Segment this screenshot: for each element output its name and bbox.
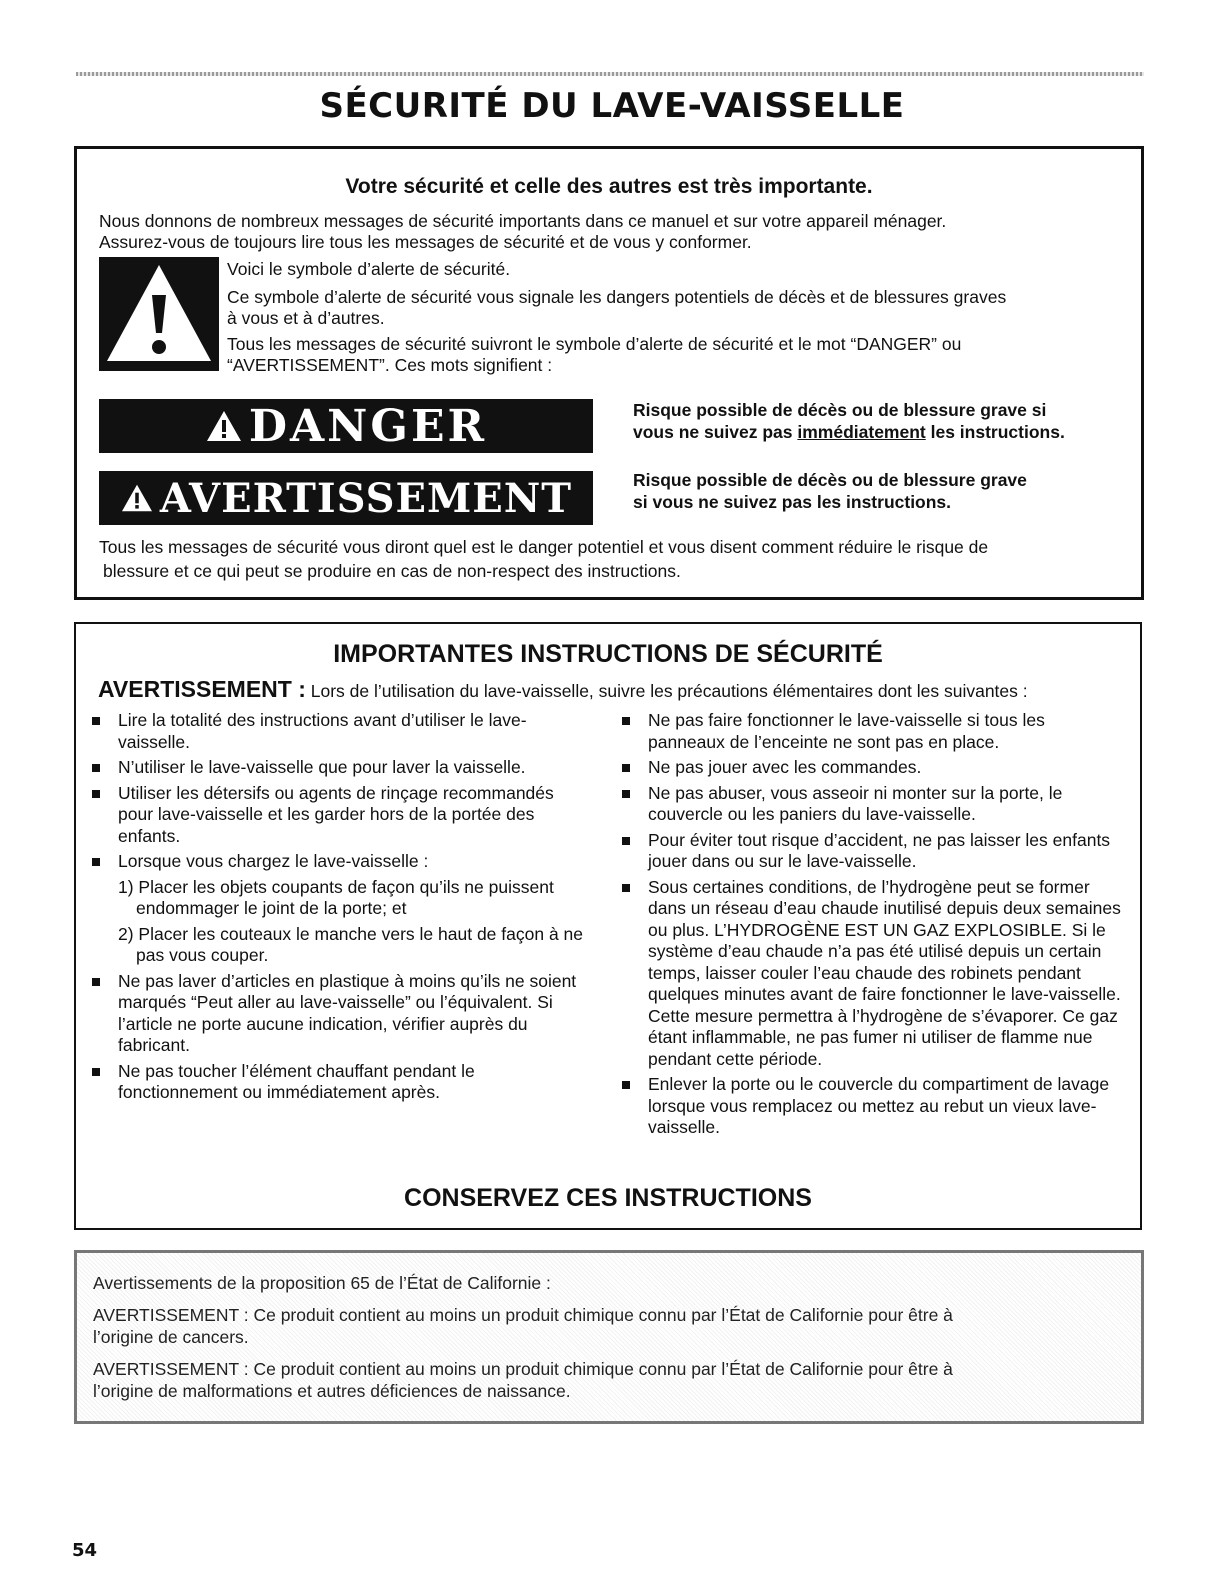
warning-label: AVERTISSEMENT bbox=[159, 474, 573, 522]
footer-line-2: blessure et ce qui peut se produire en cas de non-respect des instructions. bbox=[103, 561, 681, 581]
symbol-line-3a: Tous les messages de sécurité suivront le symbole d’alerte de sécurité et le mot “DANGER” ou bbox=[227, 334, 962, 354]
prop65-warning-2b: l’origine de malformations et autres déficiences de naissance. bbox=[93, 1381, 571, 1401]
list-item: Ne pas faire fonctionner le lave-vaisselle si tous les panneaux de l’enceinte ne sont pas en place. bbox=[618, 710, 1124, 753]
prop65-title: Avertissements de la proposition 65 de l’État de Californie : bbox=[93, 1273, 551, 1293]
danger-text-1: Risque possible de décès ou de blessure grave si bbox=[633, 400, 1047, 420]
danger-label: DANGER bbox=[248, 400, 488, 452]
prop65-warning-1a: AVERTISSEMENT : Ce produit contient au moins un produit chimique connu par l’État de Californie pour être à bbox=[93, 1305, 953, 1325]
list-item: Lorsque vous chargez le lave-vaisselle : bbox=[88, 851, 588, 873]
list-item: Pour éviter tout risque d’accident, ne pas laisser les enfants jouer dans ou sur le lave-vaisselle. bbox=[618, 830, 1124, 873]
danger-signal-bar bbox=[99, 399, 593, 453]
page-title: SÉCURITÉ DU LAVE-VAISSELLE bbox=[319, 86, 905, 126]
list-item: Utiliser les détersifs ou agents de rinçage recommandés pour lave-vaisselle et les garder hors de la portée des enfants. bbox=[88, 783, 588, 848]
sub-item: 2) Placer les couteaux le manche vers le haut de façon à ne pas vous couper. bbox=[118, 923, 583, 965]
footer-line-1: Tous les messages de sécurité vous diront quel est le danger potentiel et vous disent comment réduire le risque de bbox=[99, 537, 989, 557]
prop65-warning-1b: l’origine de cancers. bbox=[93, 1327, 249, 1347]
instructions-heading: IMPORTANTES INSTRUCTIONS DE SÉCURITÉ bbox=[333, 640, 883, 668]
top-rule bbox=[76, 72, 1144, 76]
symbol-line-2b: à vous et à d’autres. bbox=[227, 308, 385, 328]
symbol-line-3b: “AVERTISSEMENT”. Ces mots signifient : bbox=[227, 355, 553, 375]
prop65-box bbox=[74, 1250, 1144, 1424]
intro-line-2: Assurez-vous de toujours lire tous les messages de sécurité et de vous y conformer. bbox=[99, 232, 752, 252]
conserve-heading: CONSERVEZ CES INSTRUCTIONS bbox=[404, 1184, 812, 1212]
sub-item: 1) Placer les objets coupants de façon qu’ils ne puissent endommager le joint de la porte; et bbox=[118, 876, 554, 918]
instructions-box bbox=[74, 622, 1142, 1230]
list-item: Ne pas abuser, vous asseoir ni monter sur la porte, le couvercle ou les paniers du lave-vaisselle. bbox=[618, 783, 1124, 826]
warning-signal-bar bbox=[99, 471, 593, 525]
safety-alert-icon bbox=[99, 257, 219, 371]
warning-triangle-icon bbox=[205, 409, 243, 443]
intro-line-1: Nous donnons de nombreux messages de sécurité importants dans ce manuel et sur votre appareil ménager. bbox=[99, 211, 947, 231]
list-item: Enlever la porte ou le couvercle du compartiment de lavage lorsque vous remplacez ou mettez au rebut un vieux lave-vaisselle. bbox=[618, 1074, 1124, 1139]
warning-triangle-icon bbox=[120, 483, 154, 513]
prop65-warning-2a: AVERTISSEMENT : Ce produit contient au moins un produit chimique connu par l’État de Californie pour être à bbox=[93, 1359, 953, 1379]
page-number: 54 bbox=[72, 1540, 98, 1561]
list-item: N’utiliser le lave-vaisselle que pour laver la vaisselle. bbox=[88, 757, 588, 779]
list-item: Lire la totalité des instructions avant d’utiliser le lave-vaisselle. bbox=[88, 710, 588, 753]
list-item: Ne pas toucher l’élément chauffant pendant le fonctionnement ou immédiatement après. bbox=[88, 1061, 588, 1104]
list-item: Sous certaines conditions, de l’hydrogène peut se former dans un réseau d’eau chaude inutilisé depuis deux semaines ou plus. L’HYDROGÈNE EST UN GAZ EXPLOSIBLE. Si le système d’eau chaude n’a pas été utilisé depuis un certain temps, laisser couler l’eau chaude des robinets pendant quelques minutes avant de faire fonctionner le lave-vaisselle. Cette mesure permettra à l’hydrogène de s’évaporer. Ce gaz étant inflammable, ne pas fumer ni utiliser de flamme nue pendant cette période. bbox=[618, 877, 1124, 1071]
instructions-warning-line: AVERTISSEMENT : Lors de l’utilisation du lave-vaisselle, suivre les précautions élémentaires dont les suivantes : bbox=[98, 676, 1028, 702]
list-item: Ne pas laver d’articles en plastique à moins qu’ils ne soient marqués “Peut aller au lave-vaisselle” ou l’équivalent. Si l’article ne porte aucune indication, vérifier auprès du fabricant. bbox=[88, 971, 588, 1057]
safety-heading: Votre sécurité et celle des autres est très importante. bbox=[345, 175, 873, 198]
symbol-line-1: Voici le symbole d’alerte de sécurité. bbox=[227, 259, 511, 279]
symbol-line-2a: Ce symbole d’alerte de sécurité vous signale les dangers potentiels de décès et de blessures graves bbox=[227, 287, 1007, 307]
safety-box bbox=[74, 146, 1144, 600]
warning-text-1: Risque possible de décès ou de blessure grave bbox=[633, 470, 1027, 490]
danger-text-2: vous ne suivez pas immédiatement les instructions. bbox=[633, 422, 1065, 442]
instructions-right-column bbox=[618, 710, 1124, 1143]
instructions-left-column bbox=[88, 710, 588, 1108]
warning-text-2: si vous ne suivez pas les instructions. bbox=[633, 492, 952, 512]
list-item: Ne pas jouer avec les commandes. bbox=[618, 757, 1124, 779]
